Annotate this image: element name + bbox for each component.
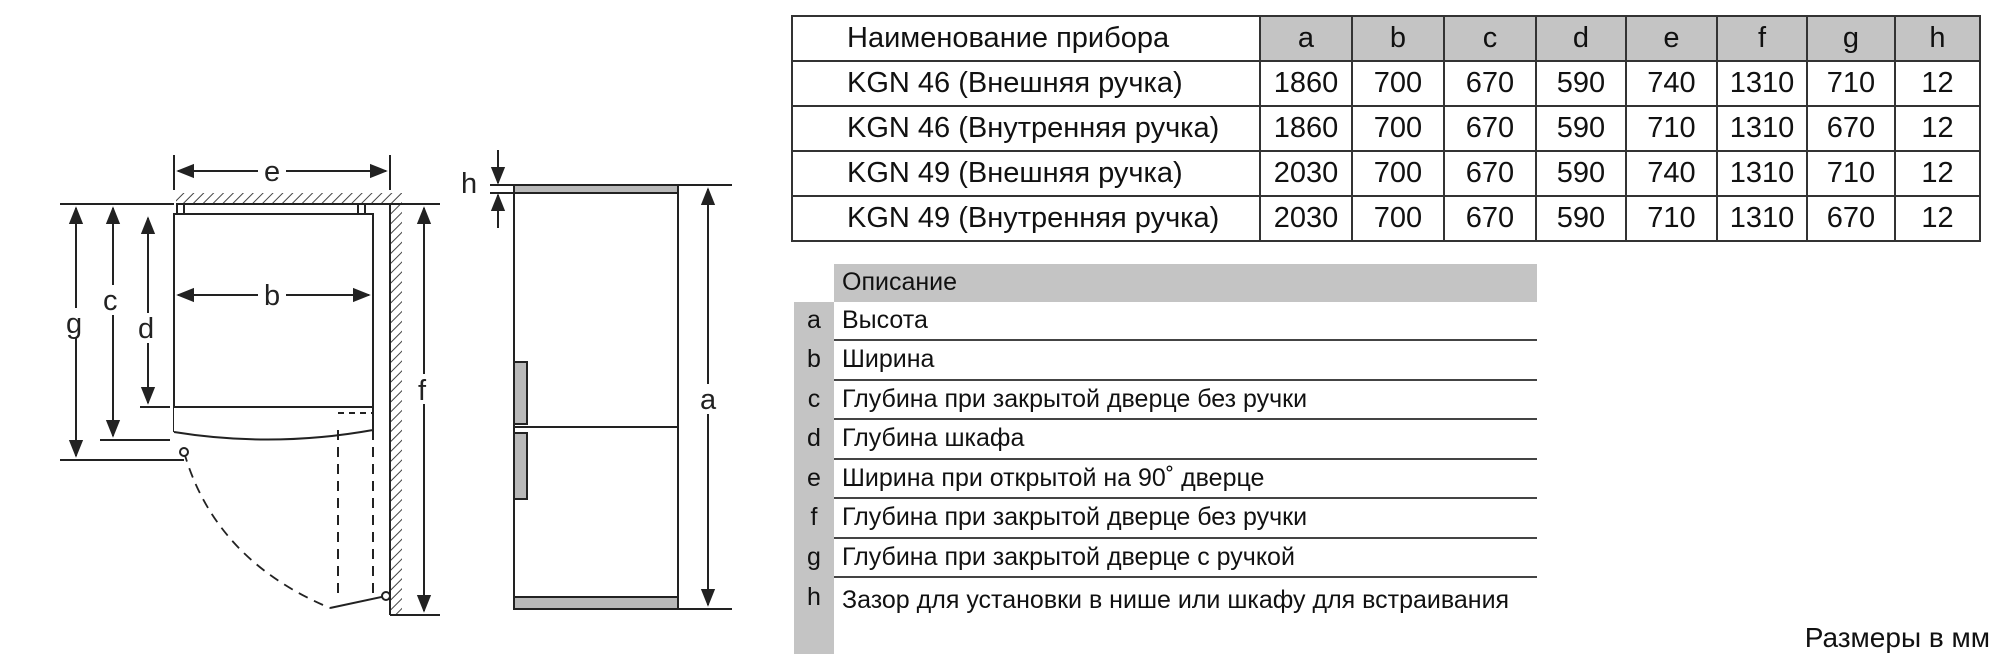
legend-letter: g [794, 538, 834, 578]
legend-letter: h [794, 577, 834, 654]
dimension-drawing [0, 0, 780, 666]
fridge-body [514, 185, 678, 609]
legend-text: Высота [834, 302, 1537, 341]
cell-value: 12 [1895, 61, 1980, 106]
legend-header: Описание [834, 264, 1537, 302]
model-name: KGN 49 (Внутренняя ручка) [792, 196, 1260, 241]
cell-value: 1860 [1260, 61, 1352, 106]
legend-item [794, 577, 1537, 654]
legend-letter: a [794, 302, 834, 341]
cell-value: 12 [1895, 196, 1980, 241]
cell-value: 670 [1807, 196, 1895, 241]
legend-text: Ширина при открытой на 90˚ дверце [834, 459, 1537, 499]
param-header: c [1444, 16, 1536, 61]
cell-value: 670 [1444, 196, 1536, 241]
label-e: e [264, 156, 281, 188]
cell-value: 590 [1536, 61, 1626, 106]
legend-item [794, 459, 1537, 499]
legend-letter: e [794, 459, 834, 499]
cell-value: 670 [1444, 106, 1536, 151]
side-wall-hatch [390, 193, 402, 615]
legend-text: Глубина при закрытой дверце без ручки [834, 380, 1537, 420]
cell-value: 700 [1352, 106, 1444, 151]
top-wall-hatch [176, 193, 390, 204]
side-view [490, 185, 732, 609]
table-row [792, 61, 1980, 106]
cell-value: 12 [1895, 106, 1980, 151]
description-legend [794, 264, 1537, 654]
label-c: c [103, 285, 118, 317]
door-swing-arc [184, 452, 330, 608]
legend-item [794, 538, 1537, 578]
model-name: KGN 46 (Внешняя ручка) [792, 61, 1260, 106]
cell-value: 670 [1444, 151, 1536, 196]
cell-value: 700 [1352, 61, 1444, 106]
param-header: h [1895, 16, 1980, 61]
cell-value: 740 [1626, 61, 1717, 106]
closed-door [174, 407, 373, 440]
cell-value: 590 [1536, 106, 1626, 151]
legend-item [794, 340, 1537, 380]
table-header-row [792, 16, 1980, 61]
param-header: e [1626, 16, 1717, 61]
cell-value: 1310 [1717, 106, 1807, 151]
bottom-plinth [514, 597, 678, 609]
cell-value: 710 [1626, 106, 1717, 151]
legend-item [794, 498, 1537, 538]
legend-text: Глубина при закрытой дверце с ручкой [834, 538, 1537, 578]
label-d: d [138, 313, 155, 345]
units-note: Размеры в мм [1804, 622, 1990, 653]
table-row [792, 196, 1980, 241]
cell-value: 590 [1536, 196, 1626, 241]
upper-handle [514, 362, 527, 424]
label-a: a [700, 384, 717, 416]
legend-text: Зазор для установки в нише или шкафу для встраивания [842, 586, 1510, 614]
cell-value: 710 [1807, 151, 1895, 196]
cell-value: 710 [1807, 61, 1895, 106]
legend-item [794, 419, 1537, 459]
cell-value: 1310 [1717, 151, 1807, 196]
cell-value: 700 [1352, 196, 1444, 241]
legend-letter: c [794, 380, 834, 420]
param-header: b [1352, 16, 1444, 61]
legend-text: Ширина [834, 340, 1537, 380]
param-header: a [1260, 16, 1352, 61]
label-f: f [418, 375, 427, 407]
param-header: f [1717, 16, 1807, 61]
legend-letter: d [794, 419, 834, 459]
model-name: KGN 46 (Внутренняя ручка) [792, 106, 1260, 151]
cell-value: 1310 [1717, 61, 1807, 106]
legend-letter: b [794, 340, 834, 380]
models-table [791, 15, 1981, 242]
table-row [792, 151, 1980, 196]
cell-value: 590 [1536, 151, 1626, 196]
cell-value: 2030 [1260, 196, 1352, 241]
label-b: b [264, 280, 281, 312]
top-strip [514, 185, 678, 193]
cell-value: 740 [1626, 151, 1717, 196]
table-row [792, 106, 1980, 151]
cell-value: 670 [1807, 106, 1895, 151]
label-g: g [66, 308, 83, 340]
label-h: h [461, 168, 478, 200]
top-view [60, 155, 440, 615]
legend-text: Глубина шкафа [834, 419, 1537, 459]
cell-value: 670 [1444, 61, 1536, 106]
model-name: KGN 49 (Внешняя ручка) [792, 151, 1260, 196]
cell-value: 1310 [1717, 196, 1807, 241]
cell-value: 710 [1626, 196, 1717, 241]
name-header: Наименование прибора [792, 16, 1260, 61]
legend-item [794, 302, 1537, 341]
cell-value: 700 [1352, 151, 1444, 196]
legend-text: Глубина при закрытой дверце без ручки [834, 498, 1537, 538]
lower-handle [514, 433, 527, 499]
legend-item [794, 380, 1537, 420]
cell-value: 12 [1895, 151, 1980, 196]
legend-header-row [794, 264, 1537, 302]
param-header: g [1807, 16, 1895, 61]
cell-value: 2030 [1260, 151, 1352, 196]
cell-value: 1860 [1260, 106, 1352, 151]
legend-letter: f [794, 498, 834, 538]
param-header: d [1536, 16, 1626, 61]
